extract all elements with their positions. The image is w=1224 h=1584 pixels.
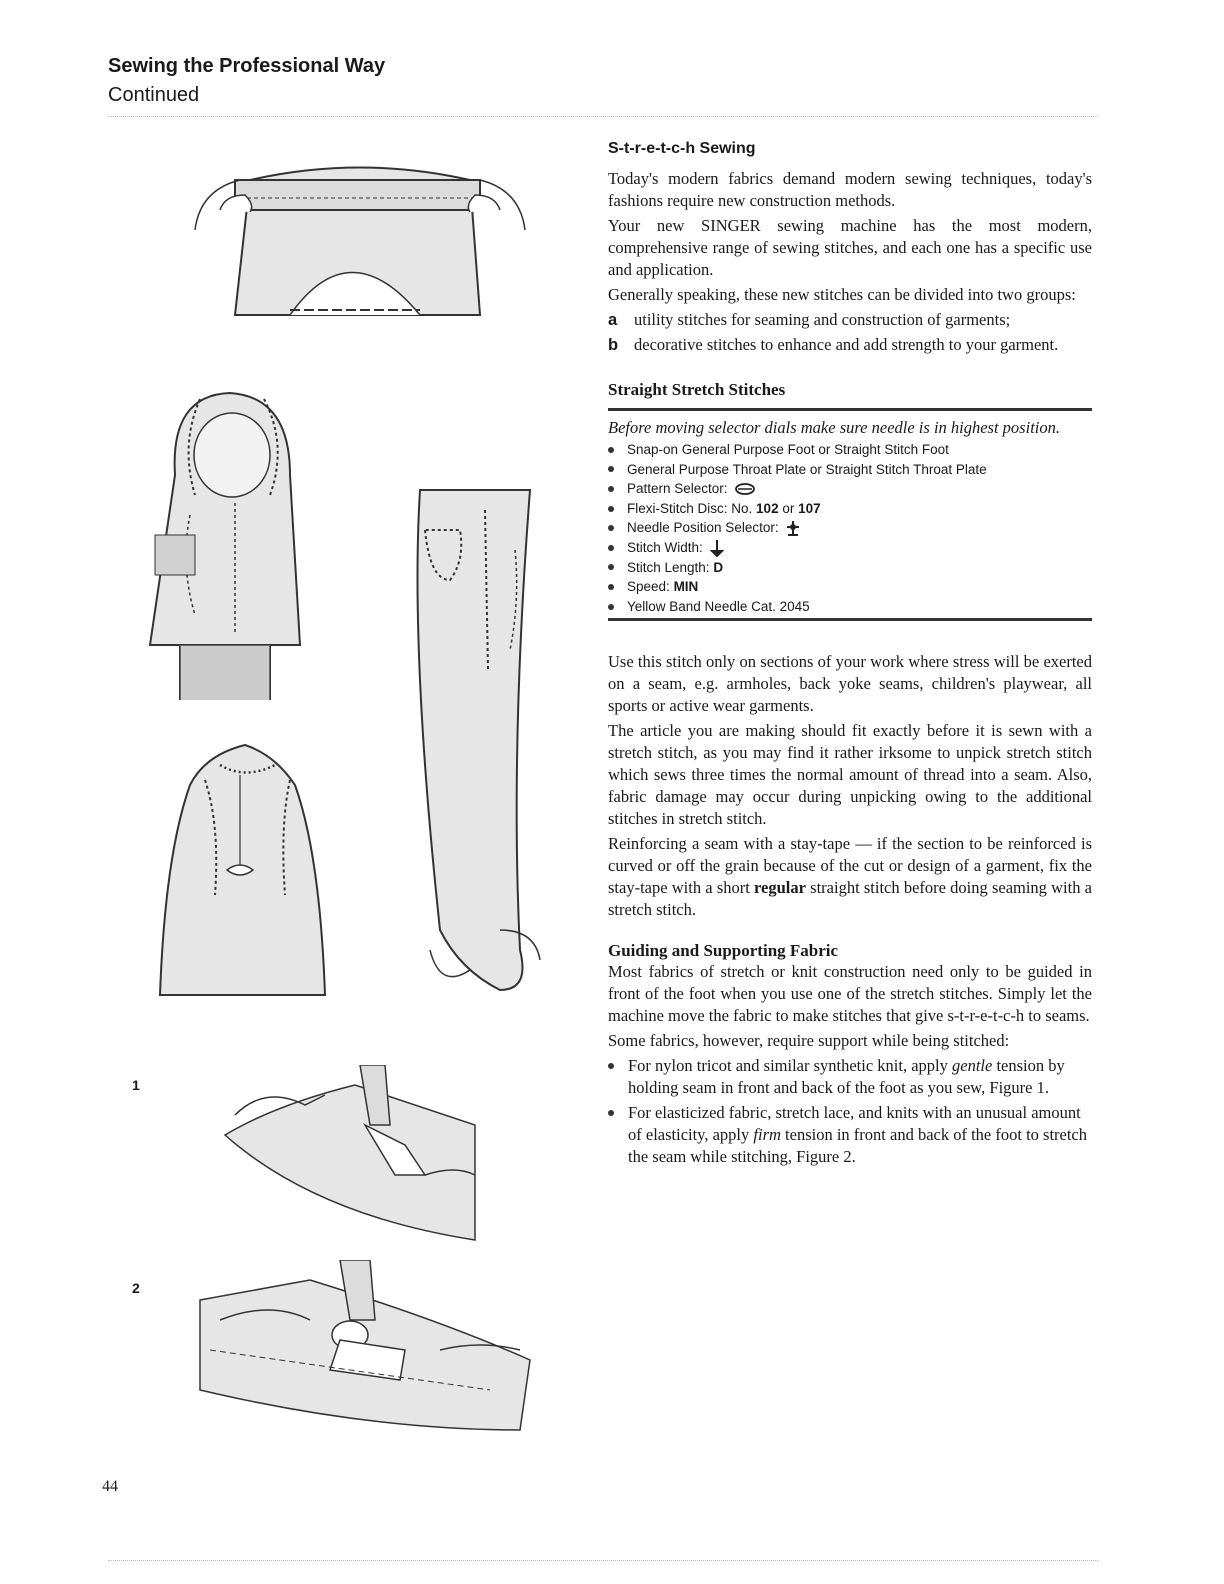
- neckband-illustration: [180, 150, 540, 330]
- stretch-paragraph-3: Generally speaking, these new stitches can be divided into two groups:: [608, 285, 1076, 304]
- figure-1-label: 1: [132, 1077, 140, 1093]
- figure-1-machine-illustration: [195, 1065, 495, 1245]
- figure-2-label: 2: [132, 1280, 140, 1296]
- stitch-group-text: decorative stitches to enhance and add strength to your garment.: [634, 335, 1059, 354]
- machine-settings-box: [608, 408, 1092, 621]
- bullet-icon: [608, 466, 614, 472]
- page-number: 44: [102, 1478, 118, 1495]
- setting-item: Speed: MIN: [608, 577, 1092, 597]
- bullet-icon: [608, 506, 614, 512]
- bullet-icon: [608, 1110, 614, 1116]
- setting-item: General Purpose Throat Plate or Straight Stitch Throat Plate: [608, 460, 1092, 480]
- support-bullet-2: For elasticized fabric, stretch lace, and knits with an unusual amount of elasticity, apply firm tension in front and back of the foot to stretch the seam while stitching, Figure 2.: [608, 1102, 1092, 1168]
- setting-item: Needle Position Selector:: [608, 518, 1092, 538]
- straight-paragraph-3: Reinforcing a seam with a stay-tape — if the section to be reinforced is curved or off the grain because of the cut or design of a garment, fix the stay-tape with a short regular straight stitch before doing seaming with a stretch stitch.: [608, 834, 1092, 920]
- setting-item: Yellow Band Needle Cat. 2045: [608, 597, 1092, 617]
- dress-illustration: [145, 735, 335, 1015]
- stitch-group-letter: a: [608, 311, 618, 329]
- setting-item: Flexi-Stitch Disc: No. 102 or 107: [608, 499, 1092, 519]
- bullet-icon: [608, 564, 614, 570]
- page-title: Sewing the Professional Way: [108, 55, 386, 77]
- straight-paragraph-1: Use this stitch only on sections of your work where stress will be exerted on a seam, e.g. armholes, back yoke seams, children's playwear, all sports or active wear garments.: [608, 652, 1092, 716]
- bullet-icon: [608, 545, 614, 551]
- stitch-group-a: [608, 309, 1092, 331]
- straight-paragraph-2: The article you are making should fit exactly before it is sewn with a stretch stitch, as you may find it rather irksome to unpick stretch stitch which sews three times the normal amount of thread into a seam. Also, fabric damage may occur during unpicking owing to the additional stitches in stretch stitch.: [608, 721, 1092, 829]
- stitch-group-letter: b: [608, 336, 619, 354]
- bullet-icon: [608, 584, 614, 590]
- setting-item: Stitch Width:: [608, 538, 1092, 558]
- selector-note: Before moving selector dials make sure needle is in highest position.: [608, 418, 1060, 437]
- setting-item: Pattern Selector:: [608, 479, 1092, 499]
- guiding-paragraph-1: Most fabrics of stretch or knit construction need only to be guided in front of the foot when you use one of the stretch stitches. Simply let the machine move the fabric to make stitches that give s-t-r-e-t-c-h to seams.: [608, 962, 1092, 1026]
- guiding-heading: Guiding and Supporting Fabric: [608, 941, 839, 961]
- stretch-sewing-heading: S-t-r-e-t-c-h Sewing: [608, 140, 756, 157]
- stretch-paragraph-1: Today's modern fabrics demand modern sewing techniques, today's fashions require new construction methods.: [608, 169, 1092, 210]
- setting-item: Stitch Length: D: [608, 558, 1092, 578]
- footer-rule: [108, 1560, 1098, 1561]
- bullet-icon: [608, 525, 614, 531]
- child-jacket-illustration: [140, 385, 310, 705]
- bullet-icon: [608, 486, 614, 492]
- needle-position-icon: [785, 519, 801, 537]
- stitch-group-b: [608, 334, 1092, 356]
- figure-2-machine-illustration: [190, 1260, 540, 1440]
- support-bullet-1: For nylon tricot and similar synthetic knit, apply gentle tension by holding seam in front and back of the foot as you sew, Figure 1.: [608, 1055, 1092, 1099]
- main-text-column: [608, 140, 1092, 1168]
- stretch-paragraph-2: Your new SINGER sewing machine has the most modern, comprehensive range of sewing stitches, and each one has a specific use and application.: [608, 216, 1092, 279]
- setting-item: Snap-on General Purpose Foot or Straight Stitch Foot: [608, 440, 1092, 460]
- bullet-icon: [608, 604, 614, 610]
- stitch-width-icon: [709, 539, 725, 557]
- stitch-group-text: utility stitches for seaming and construction of garments;: [634, 310, 1011, 329]
- settings-list: [608, 440, 1092, 616]
- bullet-icon: [608, 1063, 614, 1069]
- pattern-selector-icon: [734, 482, 756, 496]
- header-rule: [108, 116, 1098, 117]
- pants-illustration: [370, 450, 570, 1010]
- guiding-paragraph-2: Some fabrics, however, require support while being stitched:: [608, 1031, 1010, 1051]
- straight-stretch-heading: Straight Stretch Stitches: [608, 380, 786, 399]
- page-subtitle: Continued: [108, 84, 200, 106]
- bullet-icon: [608, 447, 614, 453]
